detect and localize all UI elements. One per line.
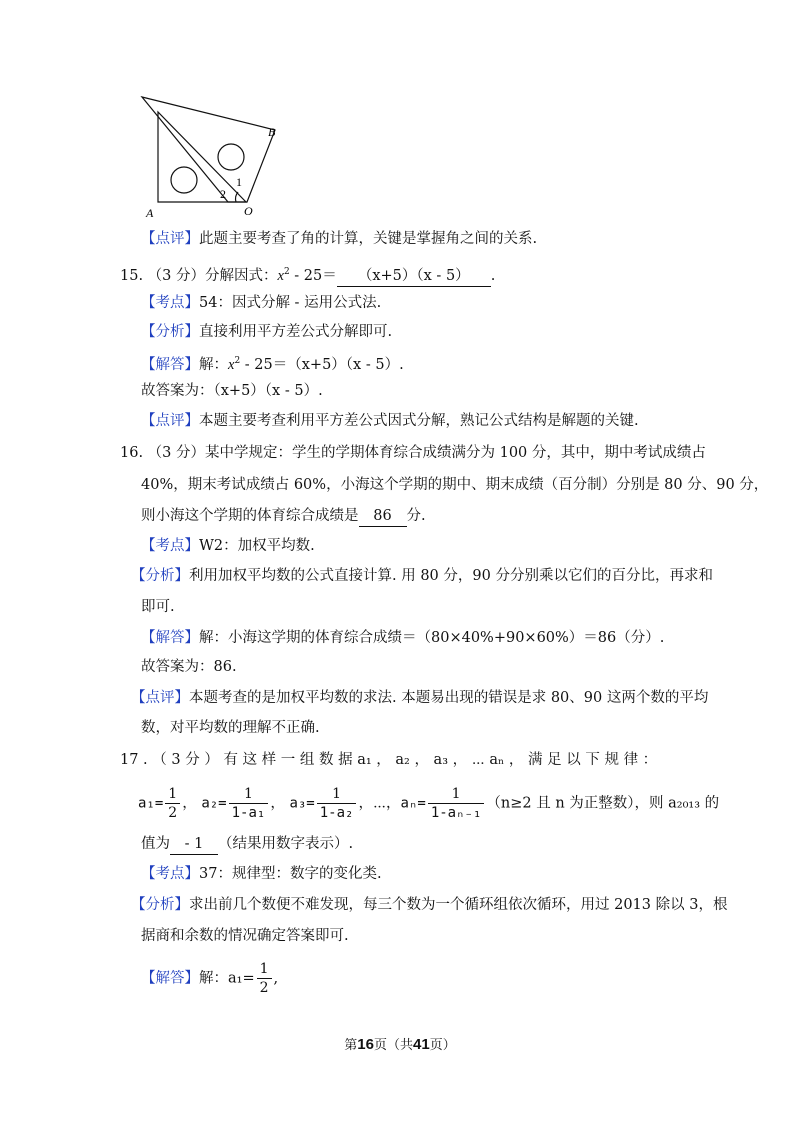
footer-total: 41 (413, 1036, 430, 1053)
tag-kaodian: 【考点】 (141, 538, 199, 554)
frac-num: 1 (229, 785, 269, 804)
circle-left (171, 167, 197, 193)
geometry-figure (130, 90, 300, 225)
q15-number: 15. (120, 267, 144, 284)
frac-den: 2 (259, 980, 269, 996)
q16-line3 (141, 506, 426, 527)
q15-jieda (141, 351, 404, 375)
q17-jieda-frac (257, 960, 272, 997)
q17-a1-frac (165, 785, 180, 822)
frac-den: 1-aₙ₋₁ (430, 805, 482, 821)
label-B: B (268, 125, 276, 139)
triangle-ruler (142, 97, 275, 202)
set-square (158, 112, 246, 202)
q17-answer: - 1 (170, 834, 218, 855)
label-O: O (244, 204, 253, 218)
q17-line1: 17 . （ 3 分 ） 有 这 样 一 组 数 据 a₁ ， a₂ ， a₃ ， ⋯ aₙ ， 满 足 以 下 规 律 ： (120, 752, 658, 768)
q15-jieda-pre: 解： (199, 356, 228, 373)
q15-jieda-x: x (228, 356, 235, 373)
q17-jieda-pre: 解：a₁= (199, 970, 255, 987)
q17-an-frac (428, 785, 485, 822)
tag-kaodian: 【考点】 (141, 295, 199, 311)
footer-post: 页） (429, 1038, 456, 1053)
q16-fenxi2: 即可. (141, 599, 175, 615)
q17-jieda-post: , (273, 970, 279, 987)
label-1: 1 (236, 175, 242, 189)
frac-num: 1 (317, 785, 357, 804)
q14-comment-text: 此题主要考查了角的计算，关键是掌握角之间的关系. (199, 231, 538, 247)
q15-dianping (141, 411, 639, 431)
q17-fenxi-text: 求出前几个数便不难发现，每三个数为一个循环组依次循环，用过 2013 除以 3，根 (189, 897, 728, 913)
q17-value (141, 834, 353, 855)
q15-end: . (490, 267, 496, 284)
q15-answer: （x+5）（x - 5） (337, 266, 491, 287)
q15-answer-line: 故答案为：（x+5）（x - 5）. (141, 383, 323, 399)
q17-kaodian (141, 864, 382, 884)
q16-jieda (141, 628, 664, 648)
frac-num: 1 (165, 785, 180, 804)
tag-kaodian: 【考点】 (141, 866, 199, 882)
q15-fenxi (141, 322, 392, 342)
frac-den: 2 (168, 805, 178, 821)
triangle-outer (142, 97, 275, 202)
circle-right (218, 144, 244, 170)
q16-answer-line: 故答案为：86. (141, 659, 237, 675)
footer-page: 16 (357, 1036, 374, 1053)
tag-fenxi: 【分析】 (131, 897, 189, 913)
q16-jieda-text: 解：小海这学期的体育综合成绩＝（80×40%+90×60%）＝86（分）. (199, 630, 665, 646)
q17-an: aₙ= (400, 795, 426, 812)
q17-cond: （n≥2 且 n 为正整数），则 a₂₀₁₃ 的 (486, 795, 720, 812)
q17-a2: a₂= (201, 795, 227, 812)
frac-num: 1 (257, 960, 272, 979)
q17-a3-frac (317, 785, 357, 822)
q15-fenxi-text: 直接利用平方差公式分解即可. (199, 324, 393, 340)
label-A: A (146, 206, 154, 220)
q15-score: （3 分）分解因式： (147, 267, 278, 284)
q15-question (120, 262, 495, 287)
q15-expr: - 25＝ (289, 267, 337, 284)
tag-jieda: 【解答】 (141, 356, 199, 373)
q17-jieda (141, 960, 278, 997)
q17-fenxi (131, 895, 727, 915)
q17-formulas: a₁= $\frac{1}{2}$ ， a₂= $\frac{1}{\text{1-a₁}}$ ， a₃= $\frac{1}{\text{1-a₂}}$ ，⋯，aₙ= $\frac{1}{\text{1-aₙ₋₁}}$ （n≥2 且 n 为正整数），则 a₂₀₁₃ 的 (138, 786, 720, 821)
q15-x: x (277, 267, 284, 284)
tag-dianping: 【点评】 (141, 231, 199, 247)
q14-comment (141, 229, 537, 249)
q16-kaodian-text: W2：加权平均数. (199, 538, 315, 554)
q16-fenxi (131, 566, 713, 586)
frac-num: 1 (428, 785, 485, 804)
q17-a3: a₃= (289, 795, 315, 812)
tag-dianping: 【点评】 (141, 413, 199, 429)
q17-dots: ，⋯， (358, 795, 401, 812)
footer-mid: 页（共 (373, 1038, 413, 1053)
q17-a2-frac (229, 785, 269, 822)
q16-line1: 16. （3 分）某中学规定：学生的学期体育综合成绩满分为 100 分，其中，期中考试成绩占 (120, 445, 706, 461)
q16-kaodian (141, 536, 315, 556)
q16-line3-post: 分. (406, 508, 426, 524)
q15-kaodian-text: 54：因式分解 - 运用公式法. (199, 295, 382, 311)
frac-den: 1-a₂ (319, 805, 354, 821)
q16-dianping2: 数，对平均数的理解不正确. (141, 720, 320, 736)
q17-kaodian-text: 37：规律型：数字的变化类. (199, 866, 382, 882)
q17-a1: a₁= (138, 795, 164, 812)
q17-value-post: （结果用数字表示）. (218, 836, 354, 852)
tag-fenxi: 【分析】 (141, 324, 199, 340)
q15-dianping-text: 本题主要考查利用平方差公式因式分解，熟记公式结构是解题的关键. (199, 413, 639, 429)
q17-value-pre: 值为 (141, 836, 170, 852)
footer-pre: 第 (344, 1038, 358, 1053)
q16-line2: 40%，期末考试成绩占 60%，小海这个学期的期中、期末成绩（百分制）分别是 80 分、90 分， (141, 477, 769, 493)
tag-dianping: 【点评】 (131, 690, 189, 706)
tag-jieda: 【解答】 (141, 630, 199, 646)
q15-kaodian (141, 293, 381, 313)
label-2: 2 (220, 187, 226, 201)
angle-arc (236, 192, 238, 202)
frac-den: 1-a₁ (231, 805, 266, 821)
q16-answer: 86 (359, 506, 407, 527)
q15-sup: 2 (283, 267, 290, 277)
page-footer (0, 1034, 800, 1053)
q16-line3-pre: 则小海这个学期的体育综合成绩是 (141, 508, 359, 524)
q17-fenxi2: 据商和余数的情况确定答案即可. (141, 928, 349, 944)
q15-jieda-rest: - 25＝（x+5）（x - 5）. (240, 356, 404, 373)
q16-fenxi-text: 利用加权平均数的公式直接计算. 用 80 分，90 分分别乘以它们的百分比，再求和 (189, 568, 713, 584)
q15-jieda-sup: 2 (234, 356, 241, 366)
tag-jieda: 【解答】 (141, 970, 199, 987)
tag-fenxi: 【分析】 (131, 568, 189, 584)
q16-dianping (131, 688, 708, 708)
q16-dianping-text: 本题考查的是加权平均数的求法. 本题易出现的错误是求 80、90 这两个数的平均 (189, 690, 709, 706)
